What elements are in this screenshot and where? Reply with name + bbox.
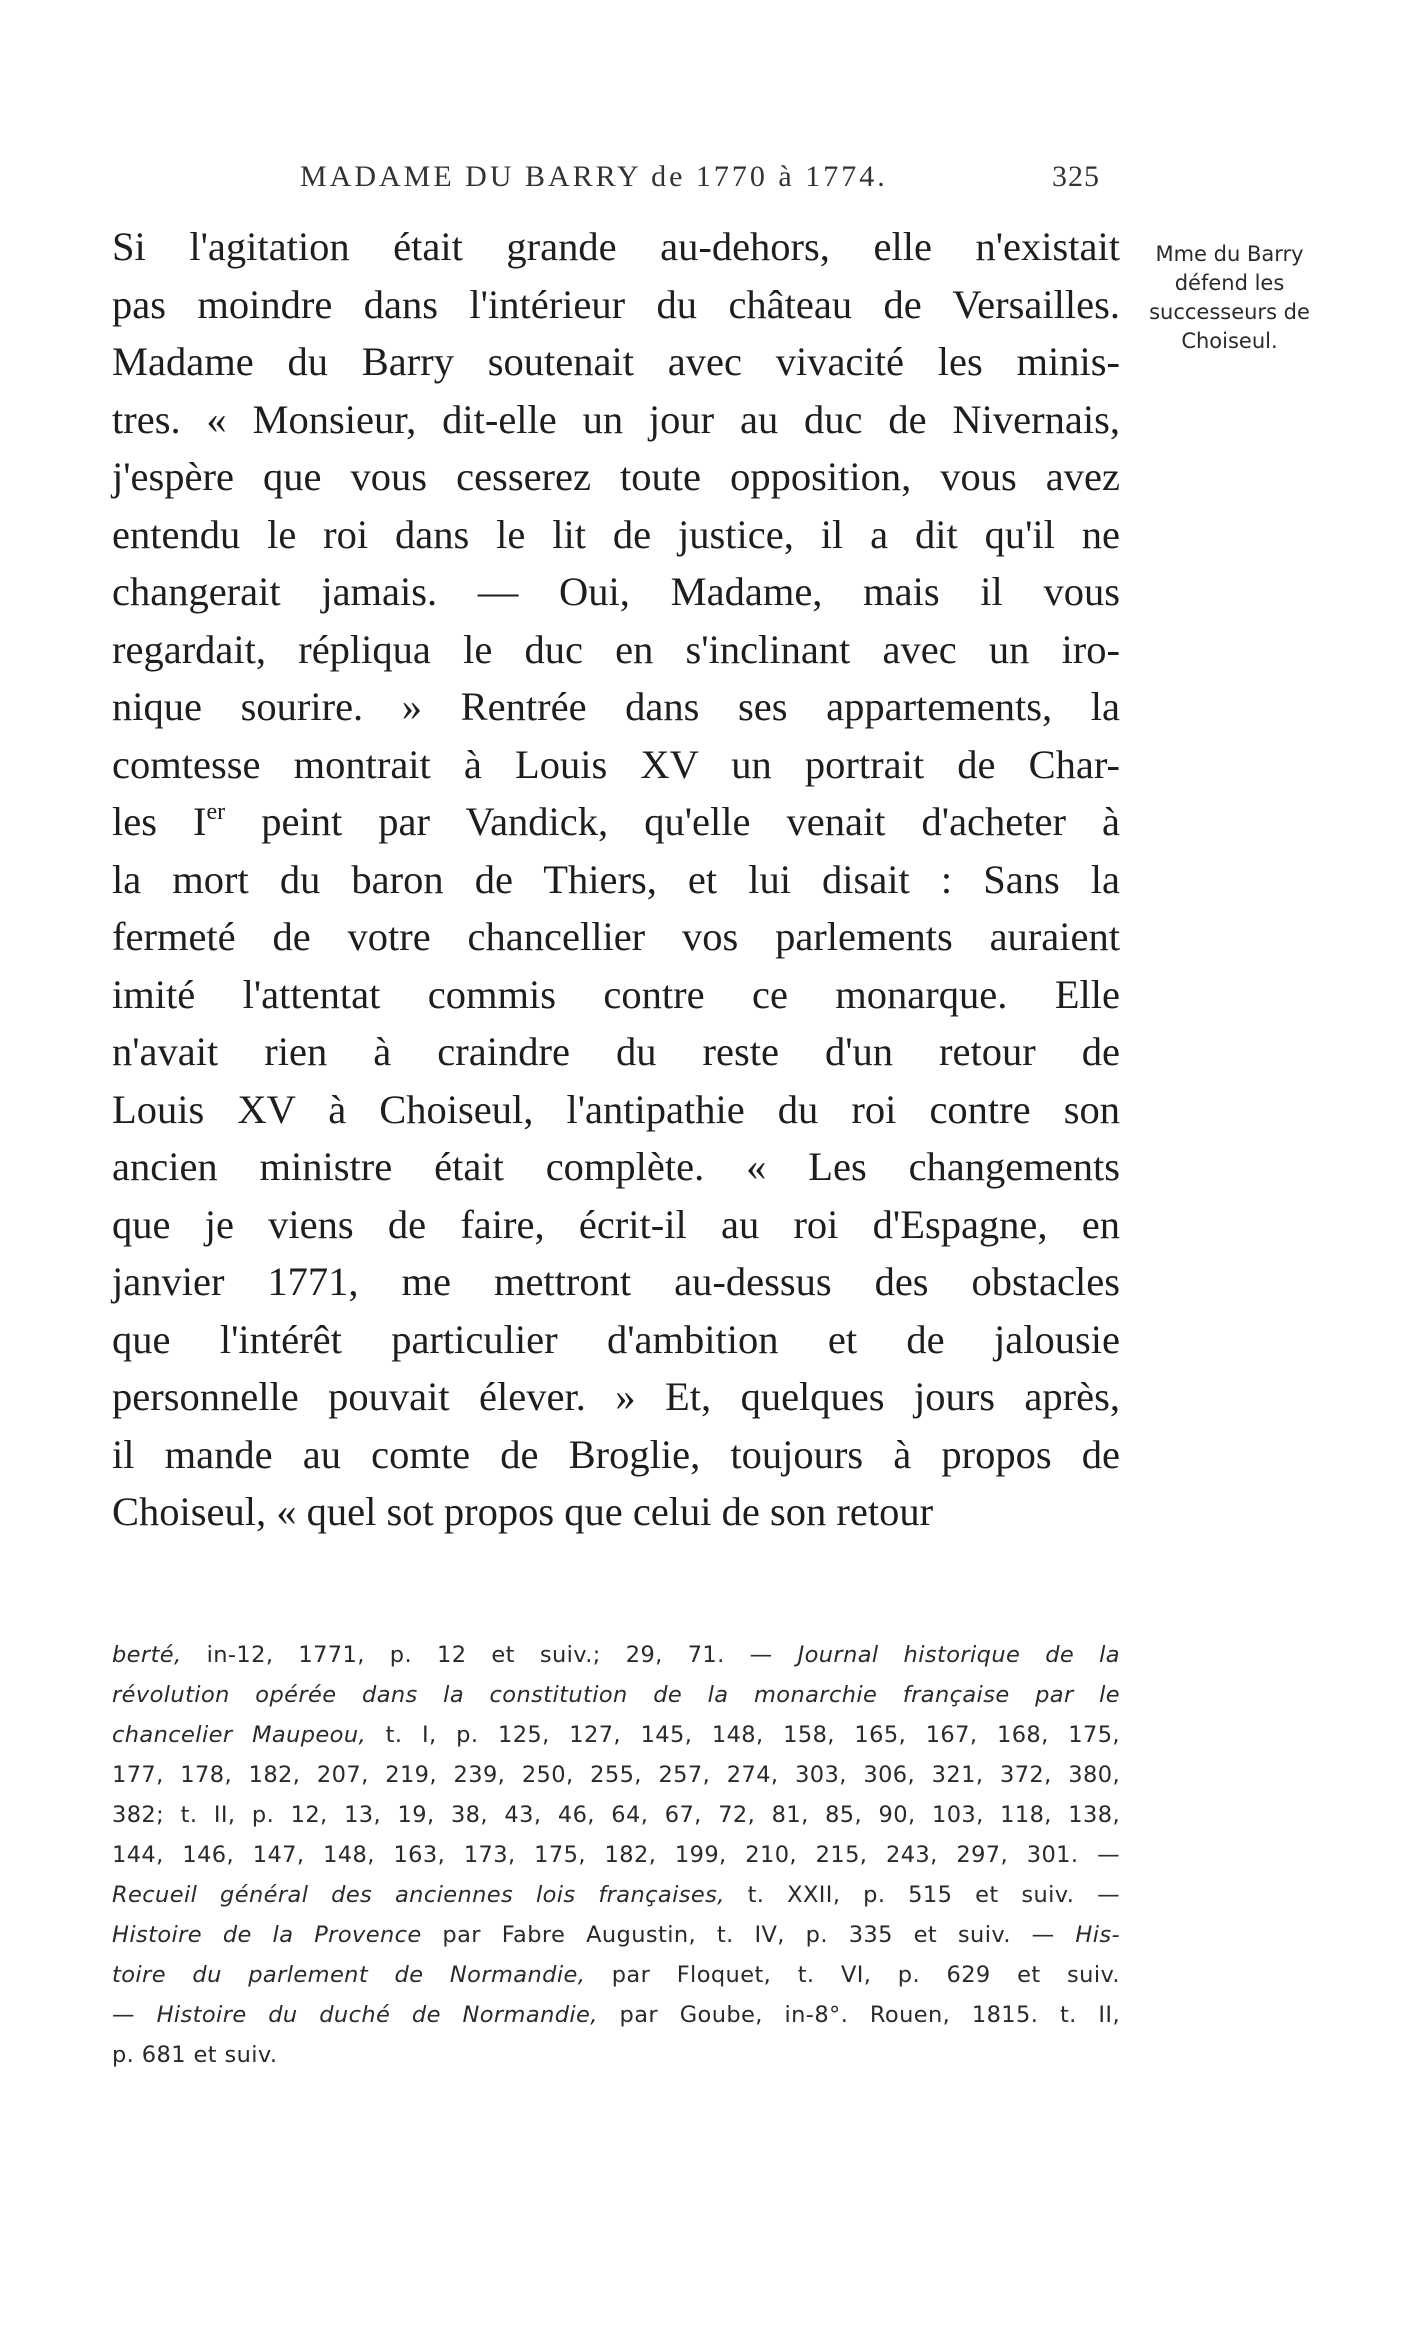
- text-line: j'espère que vous cesserez toute opposition, vous avez: [112, 454, 1120, 499]
- footnote-line: [112, 1955, 1120, 1995]
- text-line: Choiseul, « quel sot propos que celui de son retour: [112, 1489, 934, 1534]
- margin-note-line: successeurs de: [1149, 300, 1310, 324]
- footnote-italic: Histoire de la Provence: [112, 1922, 422, 1948]
- footnote-italic: Recueil général des anciennes lois françaises,: [112, 1882, 725, 1908]
- footnote-italic: chancelier Maupeou,: [112, 1722, 367, 1748]
- footnote-line: 382; t. II, p. 12, 13, 19, 38, 43, 46, 64, 67, 72, 81, 85, 90, 103, 118, 138,: [112, 1802, 1120, 1828]
- text-line: nique sourire. » Rentrée dans ses appartements, la: [112, 684, 1120, 729]
- text-line: janvier 1771, me mettront au-dessus des obstacles: [112, 1259, 1120, 1304]
- margin-note-line: Mme du Barry: [1155, 242, 1304, 266]
- text-line: regardait, répliqua le duc en s'inclinant avec un iro-: [112, 626, 1120, 672]
- footnote-text: —: [112, 2002, 157, 2028]
- text-line: personnelle pouvait élever. » Et, quelques jours après,: [112, 1374, 1120, 1419]
- text-line: changerait jamais. — Oui, Madame, mais il vous: [112, 569, 1120, 614]
- footnote-line: [112, 1915, 1120, 1955]
- footnote-italic: Journal historique de la: [797, 1642, 1120, 1668]
- footnote-line: [112, 1995, 1120, 2035]
- footnote-line: [112, 1715, 1120, 1755]
- text-fragment: peint par Vandick, qu'elle venait d'acheter à: [261, 799, 1120, 844]
- text-line: Si l'agitation était grande au-dehors, elle n'existait: [112, 224, 1120, 269]
- text-line: Madame du Barry soutenait avec vivacité les minis-: [112, 339, 1120, 384]
- footnote-line: [112, 1635, 1120, 1675]
- page-number: 325: [1052, 160, 1100, 193]
- footnote-text: par Goube, in-8°. Rouen, 1815. t. II,: [597, 2002, 1121, 2028]
- text-line: ancien ministre était complète. « Les changements: [112, 1144, 1120, 1189]
- text-line: que l'intérêt particulier d'ambition et de jalousie: [112, 1316, 1120, 1362]
- footnote-text: par Fabre Augustin, t. IV, p. 335 et suiv. —: [421, 1922, 1076, 1948]
- footnote-line: p. 681 et suiv.: [112, 2042, 278, 2068]
- footnote-line: révolution opérée dans la constitution de la monarchie française par le: [112, 1682, 1120, 1708]
- main-text: [112, 218, 1120, 1541]
- footnote-italic: toire du parlement de Normandie,: [112, 1962, 586, 1988]
- text-line: fermeté de votre chancellier vos parlements auraient: [112, 914, 1120, 959]
- running-header: [300, 160, 1100, 200]
- text-line: la mort du baron de Thiers, et lui disait : Sans la: [112, 856, 1120, 902]
- footnote-text: in-12, 1771, p. 12 et suiv.; 29, 71. —: [181, 1642, 798, 1668]
- text-line: pas moindre dans l'intérieur du château de Versailles.: [112, 281, 1120, 327]
- text-fragment: les I: [112, 799, 207, 844]
- footnote-italic: berté,: [112, 1642, 182, 1668]
- footnote-italic: Histoire du duché de Normandie,: [156, 2002, 598, 2028]
- text-line: tres. « Monsieur, dit-elle un jour au duc de Nivernais,: [112, 396, 1120, 442]
- footnote-italic: His-: [1075, 1922, 1120, 1948]
- margin-note-line: Choiseul.: [1181, 329, 1278, 353]
- text-line: Louis XV à Choiseul, l'antipathie du roi contre son: [112, 1086, 1120, 1132]
- footnote-line: 144, 146, 147, 148, 163, 173, 175, 182, 199, 210, 215, 243, 297, 301. —: [112, 1842, 1120, 1868]
- footnote-line: 177, 178, 182, 207, 219, 239, 250, 255, 257, 274, 303, 306, 321, 372, 380,: [112, 1762, 1120, 1788]
- margin-note-line: défend les: [1174, 271, 1285, 295]
- text-line: n'avait rien à craindre du reste d'un retour de: [112, 1029, 1120, 1074]
- text-line: entendu le roi dans le lit de justice, il a dit qu'il ne: [112, 511, 1120, 557]
- text-line-with-superscript: [112, 793, 1120, 851]
- text-line: comtesse montrait à Louis XV un portrait de Char-: [112, 741, 1120, 787]
- text-line: que je viens de faire, écrit-il au roi d'Espagne, en: [112, 1201, 1120, 1247]
- footnote-line: [112, 1875, 1120, 1915]
- margin-note: [1132, 240, 1327, 356]
- superscript: er: [206, 799, 226, 825]
- footnote-text: par Floquet, t. VI, p. 629 et suiv.: [585, 1962, 1120, 1988]
- footnote: [112, 1635, 1120, 2075]
- running-title: MADAME DU BARRY de 1770 à 1774.: [300, 160, 888, 193]
- footnote-text: t. XXII, p. 515 et suiv. —: [724, 1882, 1120, 1908]
- footnote-text: t. I, p. 125, 127, 145, 148, 158, 165, 167, 168, 175,: [366, 1722, 1120, 1748]
- text-line: imité l'attentat commis contre ce monarque. Elle: [112, 971, 1120, 1017]
- text-line: il mande au comte de Broglie, toujours à propos de: [112, 1431, 1120, 1477]
